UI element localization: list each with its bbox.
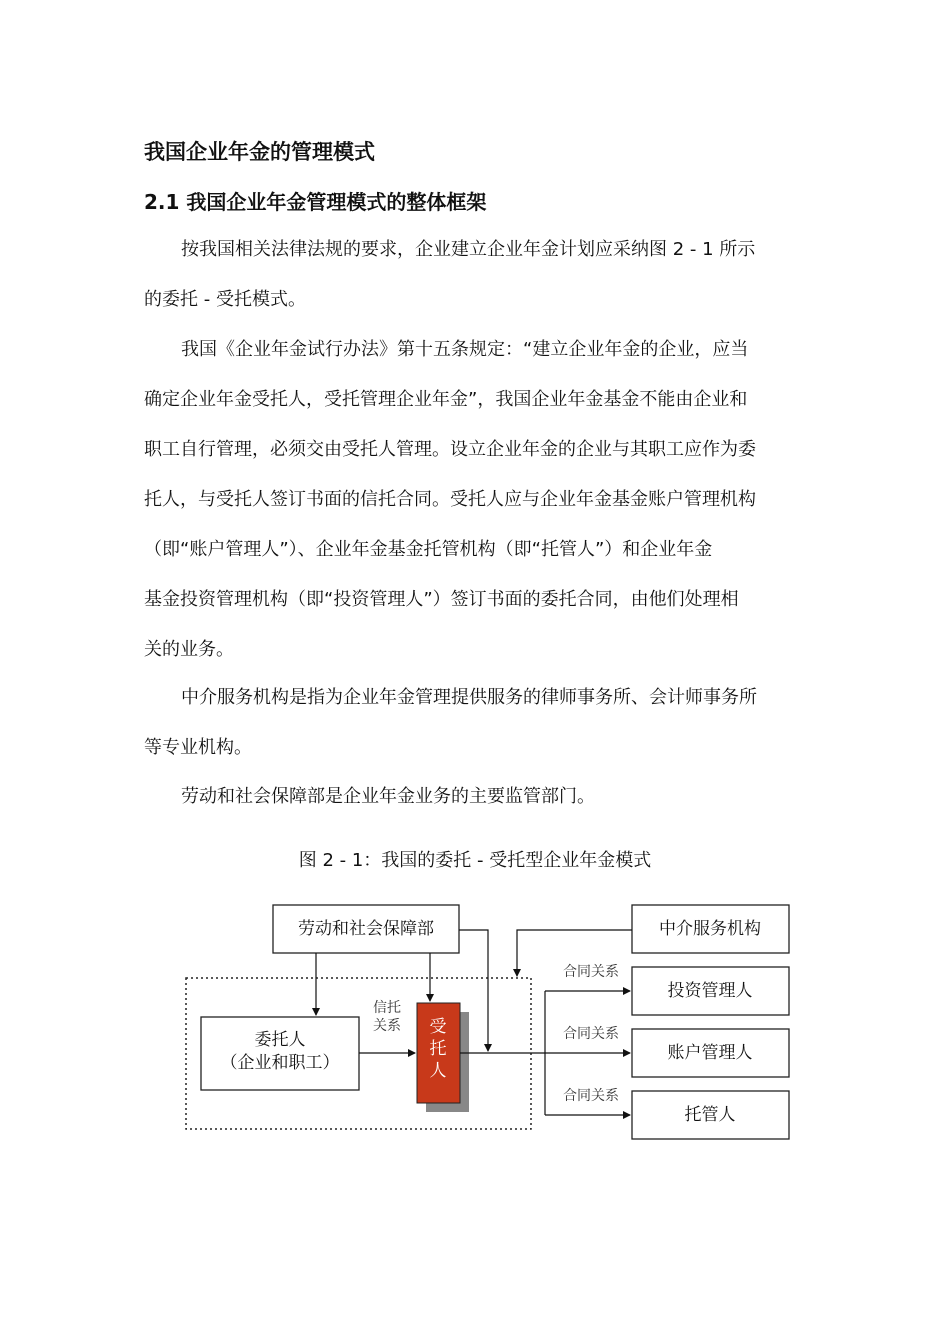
text-line: （即“账户管理人”）、企业年金基金托管机构（即“托管人”）和企业年金 [144, 539, 713, 560]
contract-relation-label: 合同关系 [563, 964, 619, 980]
intermediary-label: 中介服务机构 [659, 919, 761, 939]
text-line: 确定企业年金受托人，受托管理企业年金”，我国企业年金基金不能由企业和 [144, 389, 748, 410]
text-line: 的委托 - 受托模式。 [144, 289, 306, 310]
trustee-char: 托 [429, 1039, 447, 1059]
text-line: 职工自行管理，必须交由受托人管理。设立企业年金的企业与其职工应作为委 [144, 439, 756, 460]
contract-relation-label: 合同关系 [563, 1026, 619, 1042]
custodian-label: 托管人 [684, 1105, 736, 1125]
text-line: 按我国相关法律法规的要求，企业建立企业年金计划应采纳图 2 - 1 所示 [181, 239, 756, 260]
text-line: 关的业务。 [144, 639, 234, 660]
trustee-char: 受 [429, 1017, 447, 1037]
principal-label: 委托人 [254, 1030, 306, 1050]
subsection-heading: 2.1 我国企业年金管理模式的整体框架 [144, 190, 487, 214]
principal-sublabel: （企业和职工） [220, 1053, 340, 1073]
trustee-char: 人 [429, 1061, 447, 1081]
figure-caption: 图 2 - 1：我国的委托 - 受托型企业年金模式 [298, 850, 652, 871]
trust-relation-label: 信托 [373, 1000, 401, 1016]
text-line: 劳动和社会保障部是企业年金业务的主要监管部门。 [181, 786, 595, 807]
regulator-label: 劳动和社会保障部 [298, 919, 434, 939]
investment-manager-label: 投资管理人 [667, 981, 753, 1001]
section-heading: 我国企业年金的管理模式 [144, 140, 375, 164]
contract-relation-label: 合同关系 [563, 1088, 619, 1104]
text-line: 基金投资管理机构（即“投资管理人”）签订书面的委托合同，由他们处理相 [144, 589, 739, 610]
text-line: 托人，与受托人签订书面的信托合同。受托人应与企业年金基金账户管理机构 [144, 489, 756, 510]
account-manager-label: 账户管理人 [667, 1043, 753, 1063]
text-line: 我国《企业年金试行办法》第十五条规定：“建立企业年金的企业，应当 [181, 339, 749, 360]
text-line: 中介服务机构是指为企业年金管理提供服务的律师事务所、会计师事务所 [181, 687, 757, 708]
trust-relation-label: 关系 [373, 1018, 401, 1034]
text-line: 等专业机构。 [144, 737, 252, 758]
